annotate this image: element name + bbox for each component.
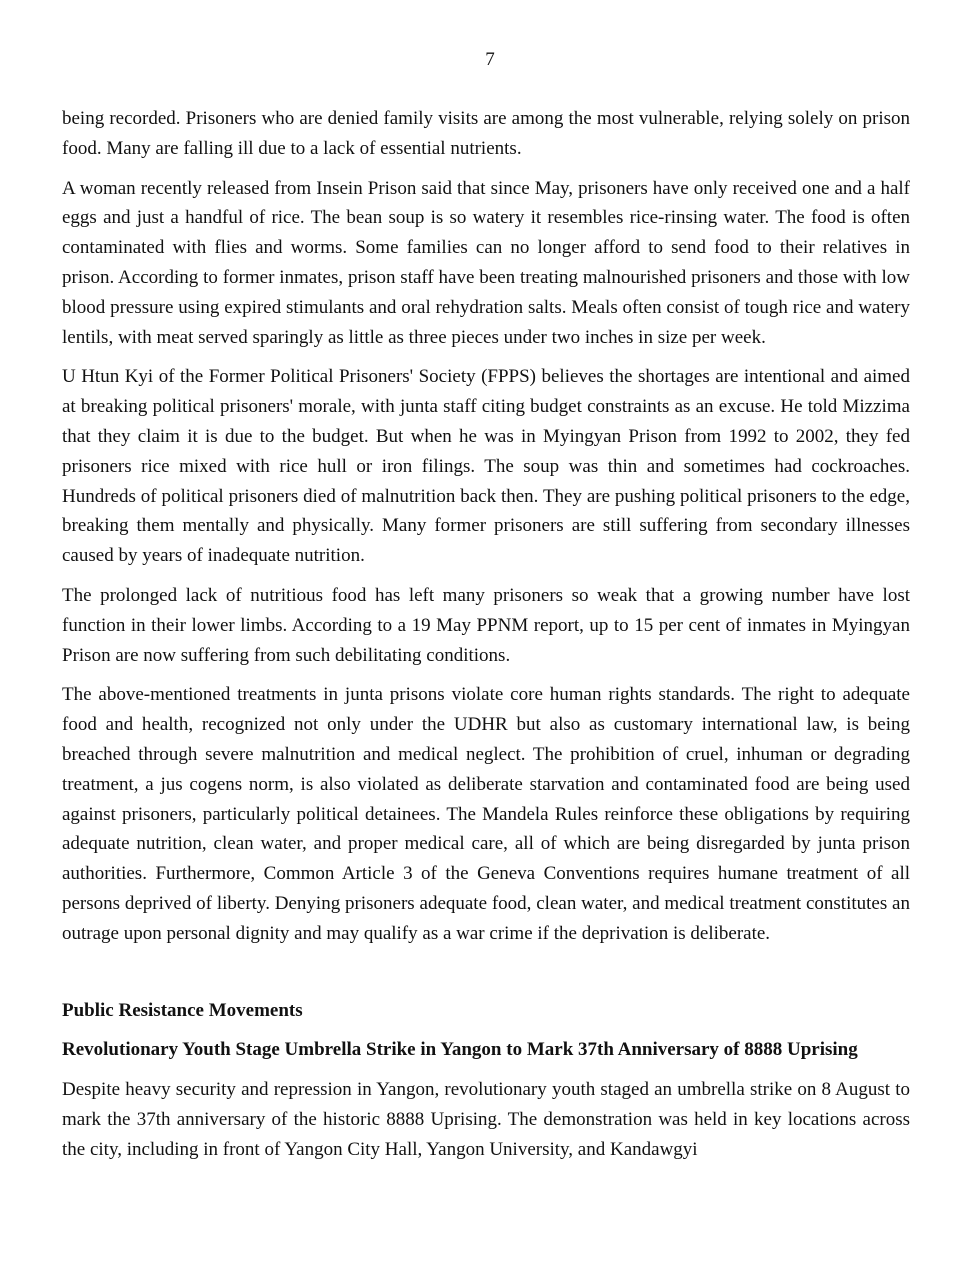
document-body [62, 104, 910, 1165]
paragraph-insein-prison: A woman recently released from Insein Prison said that since May, prisoners have only received one and a half eggs and just a handful of rice. The bean soup is so watery it resembles rice-rinsing water. The food is often contaminated with flies and worms. Some families can no longer afford to send food to their relatives in prison. According to former inmates, prison staff have been treating malnourished prisoners and those with low blood pressure using expired stimulants and oral rehydration salts. Meals often consist of tough rice and watery lentils, with meat served sparingly as little as three pieces under two inches in size per week. [62, 177, 910, 348]
paragraph-lower-limbs: The prolonged lack of nutritious food has left many prisoners so weak that a growing number have lost function in their lower limbs. According to a 19 May PPNM report, up to 15 per cent of inmates in Myingyan Prison are now suffering from such debilitating conditions. [62, 584, 910, 666]
paragraph-human-rights: The above-mentioned treatments in junta prisons violate core human rights standards. The right to adequate food and health, recognized not only under the UDHR but also as customary international law, is being breached through severe malnutrition and medical neglect. The prohibition of cruel, inhuman or degrading treatment, a jus cogens norm, is also violated as deliberate starvation and contaminated food are being used against prisoners, particularly political detainees. The Mandela Rules reinforce these obligations by requiring adequate nutrition, clean water, and proper medical care, all of which are being disregarded by junta prison authorities. Furthermore, Common Article 3 of the Geneva Conventions requires humane treatment of all persons deprived of liberty. Denying prisoners adequate food, clean water, and medical treatment constitutes an outrage upon personal dignity and may qualify as a war crime if the deprivation is deliberate. [62, 684, 910, 944]
subsection-heading: Revolutionary Youth Stage Umbrella Strike in Yangon to Mark 37th Anniversary of 8888 Uprising [62, 1039, 858, 1061]
paragraph-fpps-statement: U Htun Kyi of the Former Political Prisoners' Society (FPPS) believes the shortages are intentional and aimed at breaking political prisoners' morale, with junta staff citing budget constraints as an excuse. He told Mizzima that they claim it is due to the budget. But when he was in Myingyan Prison from 1992 to 2002, they fed prisoners rice mixed with rice hull or iron filings. The soup was thin and sometimes had cockroaches. Hundreds of political prisoners died of malnutrition back then. They are pushing political prisoners to the edge, breaking them mentally and physically. Many former prisoners are still suffering from secondary illnesses caused by years of inadequate nutrition. [62, 366, 910, 567]
section-heading: Public Resistance Movements [62, 999, 303, 1021]
page-number: 7 [485, 49, 495, 70]
paragraph-prison-visits: being recorded. Prisoners who are denied family visits are among the most vulnerable, relying solely on prison food. Many are falling ill due to a lack of essential nutrients. [62, 108, 910, 159]
paragraph-umbrella-strike: Despite heavy security and repression in Yangon, revolutionary youth staged an umbrella strike on 8 August to mark the 37th anniversary of the historic 8888 Uprising. The demonstration was held in key locations across the city, including in front of Yangon City Hall, Yangon University, and Kandawgyi [62, 1079, 910, 1160]
